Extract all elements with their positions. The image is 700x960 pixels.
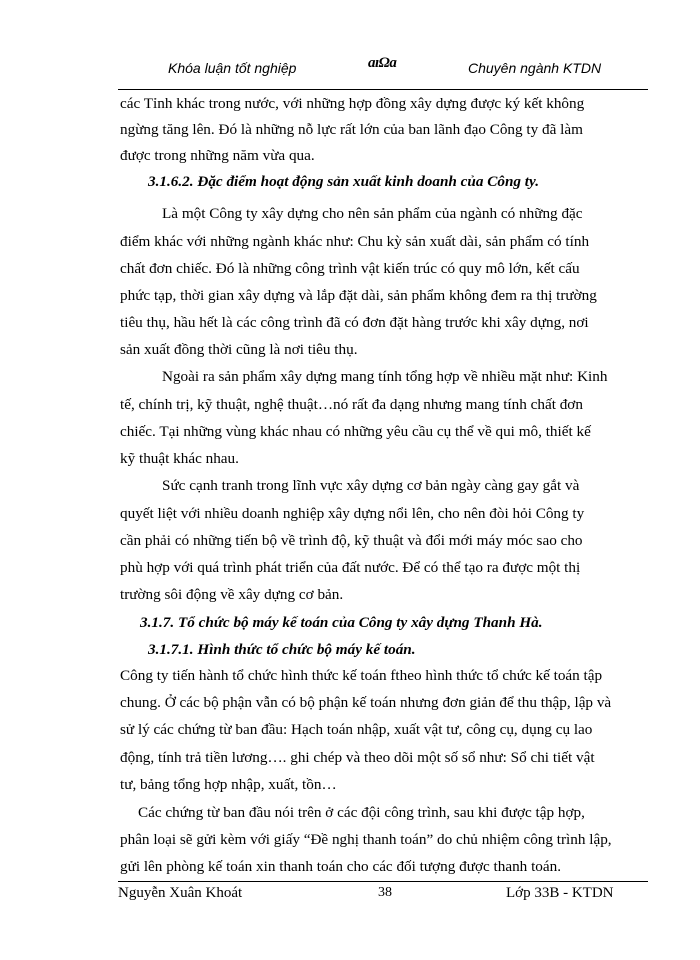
footer-class: Lớp 33B - KTDN (506, 885, 614, 901)
paragraph-line: ngừng tăng lên. Đó là những nỗ lực rất lớn của ban lãnh đạo Công ty đã làm (120, 121, 583, 138)
section-heading-3171: 3.1.7.1. Hình thức tổ chức bộ máy kế toán. (148, 641, 416, 658)
paragraph-line: động, tính trả tiền lương…. ghi chép và theo dõi một số sổ như: Sổ chi tiết vật (120, 749, 595, 766)
header-major-label: Chuyên ngành KTDN (468, 60, 602, 76)
header-rule (118, 89, 648, 90)
header-thesis-label: Khóa luận tốt nghiệp (168, 60, 297, 76)
paragraph-line: phân loại sẽ gửi kèm với giấy “Đề nghị thanh toán” do chủ nhiệm công trình lập, (120, 831, 612, 848)
paragraph-line: tư, bảng tổng hợp nhập, xuất, tồn… (120, 776, 337, 793)
paragraph-line: Là một Công ty xây dựng cho nên sản phẩm của ngành có những đặc (162, 205, 583, 222)
paragraph-line: chiếc. Tại những vùng khác nhau có những yêu cầu cụ thể về qui mô, thiết kế (120, 423, 591, 440)
paragraph-line: các Tỉnh khác trong nước, với những hợp đồng xây dựng được ký kết không (120, 95, 585, 112)
paragraph-line: tiêu thụ, hầu hết là các công trình đã có đơn đặt hàng trước khi xây dựng, nơi (120, 314, 589, 331)
section-heading-317: 3.1.7. Tổ chức bộ máy kế toán của Công ty xây dựng Thanh Hà. (140, 614, 543, 631)
page-number: 38 (378, 885, 392, 900)
paragraph-line: được trong những năm vừa qua. (120, 147, 315, 164)
paragraph-line: quyết liệt với nhiều doanh nghiệp xây dựng nổi lên, cho nên đòi hỏi Công ty (120, 505, 585, 522)
header-ornament-icon: aıΩa (368, 55, 397, 71)
paragraph-line: cần phải có những tiến bộ về trình độ, kỹ thuật và đổi mới máy móc sao cho (120, 532, 583, 549)
paragraph-line: chất đơn chiếc. Đó là những công trình vật kiến trúc có quy mô lớn, kết cấu (120, 260, 580, 277)
paragraph-line: sản xuất đồng thời cũng là nơi tiêu thụ. (120, 341, 358, 358)
paragraph-line: sử lý các chứng từ ban đầu: Hạch toán nhập, xuất vật tư, công cụ, dụng cụ lao (120, 721, 593, 738)
section-heading-3162: 3.1.6.2. Đặc điểm hoạt động sản xuất kinh doanh của Công ty. (148, 173, 540, 190)
paragraph-line: trường sôi động về xây dựng cơ bản. (120, 586, 344, 603)
page-header (118, 52, 648, 88)
paragraph-line: chung. Ở các bộ phận vẫn có bộ phận kế toán nhưng đơn giản để thu thập, lập và (120, 694, 612, 711)
paragraph-line: gửi lên phòng kế toán xin thanh toán cho các đối tượng được thanh toán. (120, 858, 562, 875)
paragraph-line: tế, chính trị, kỹ thuật, nghệ thuật…nó rất đa dạng nhưng mang tính chất đơn (120, 396, 583, 413)
paragraph-line: Công ty tiến hành tổ chức hình thức kế toán ftheo hình thức tổ chức kế toán tập (120, 667, 603, 684)
paragraph-line: Các chứng từ ban đầu nói trên ở các đội công trình, sau khi được tập hợp, (138, 804, 585, 821)
footer-author: Nguyễn Xuân Khoát (118, 885, 243, 901)
paragraph-line: phức tạp, thời gian xây dựng và lắp đặt dài, sản phẩm không đem ra thị trường (120, 287, 597, 304)
paragraph-line: kỹ thuật khác nhau. (120, 450, 239, 467)
paragraph-line: điểm khác với những ngành khác như: Chu kỳ sản xuất dài, sản phẩm có tính (120, 233, 590, 250)
page-footer (118, 885, 648, 909)
paragraph-line: phù hợp với quá trình phát triển của đất nước. Để có thể tạo ra được một thị (120, 559, 581, 576)
footer-rule (118, 881, 648, 882)
paragraph-line: Sức cạnh tranh trong lĩnh vực xây dựng cơ bản ngày càng gay gắt và (162, 477, 580, 494)
paragraph-line: Ngoài ra sản phẩm xây dựng mang tính tổng hợp về nhiều mặt như: Kinh (162, 368, 608, 385)
